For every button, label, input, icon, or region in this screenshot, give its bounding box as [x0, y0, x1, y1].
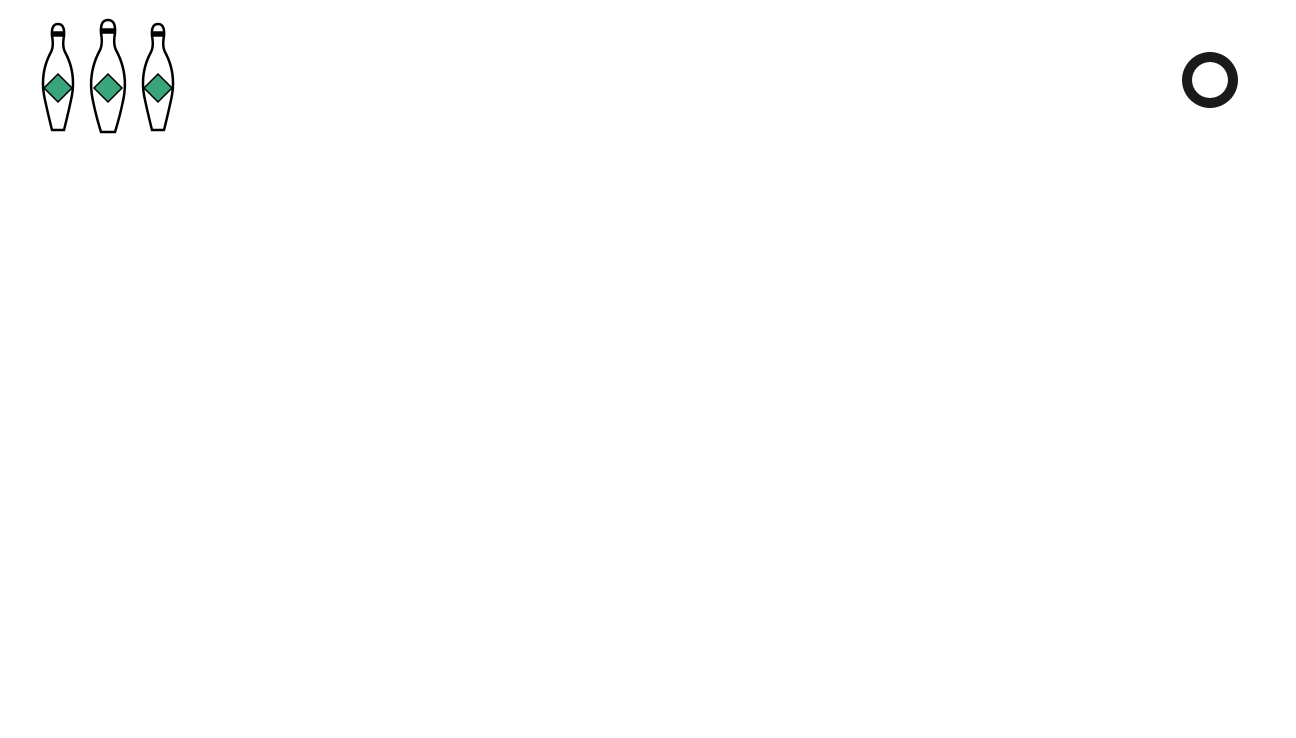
col-game3 — [958, 147, 1008, 161]
col-total — [518, 147, 603, 161]
col-game3 — [437, 147, 518, 161]
col-seed — [603, 147, 660, 161]
col-game2 — [359, 147, 437, 161]
col-name — [707, 147, 828, 161]
brunswick-si-logo — [1160, 48, 1260, 144]
col-hdcp — [828, 147, 861, 161]
col-game1 — [861, 147, 910, 161]
col-total — [1008, 147, 1062, 161]
col-finish — [1062, 147, 1107, 161]
tbe-logo — [28, 18, 188, 142]
right-standings-table — [707, 147, 1107, 161]
right-header-row — [707, 147, 1107, 161]
col-hdcp — [232, 147, 281, 161]
col-game1 — [281, 147, 359, 161]
col-game2 — [910, 147, 958, 161]
col-name — [30, 147, 232, 161]
